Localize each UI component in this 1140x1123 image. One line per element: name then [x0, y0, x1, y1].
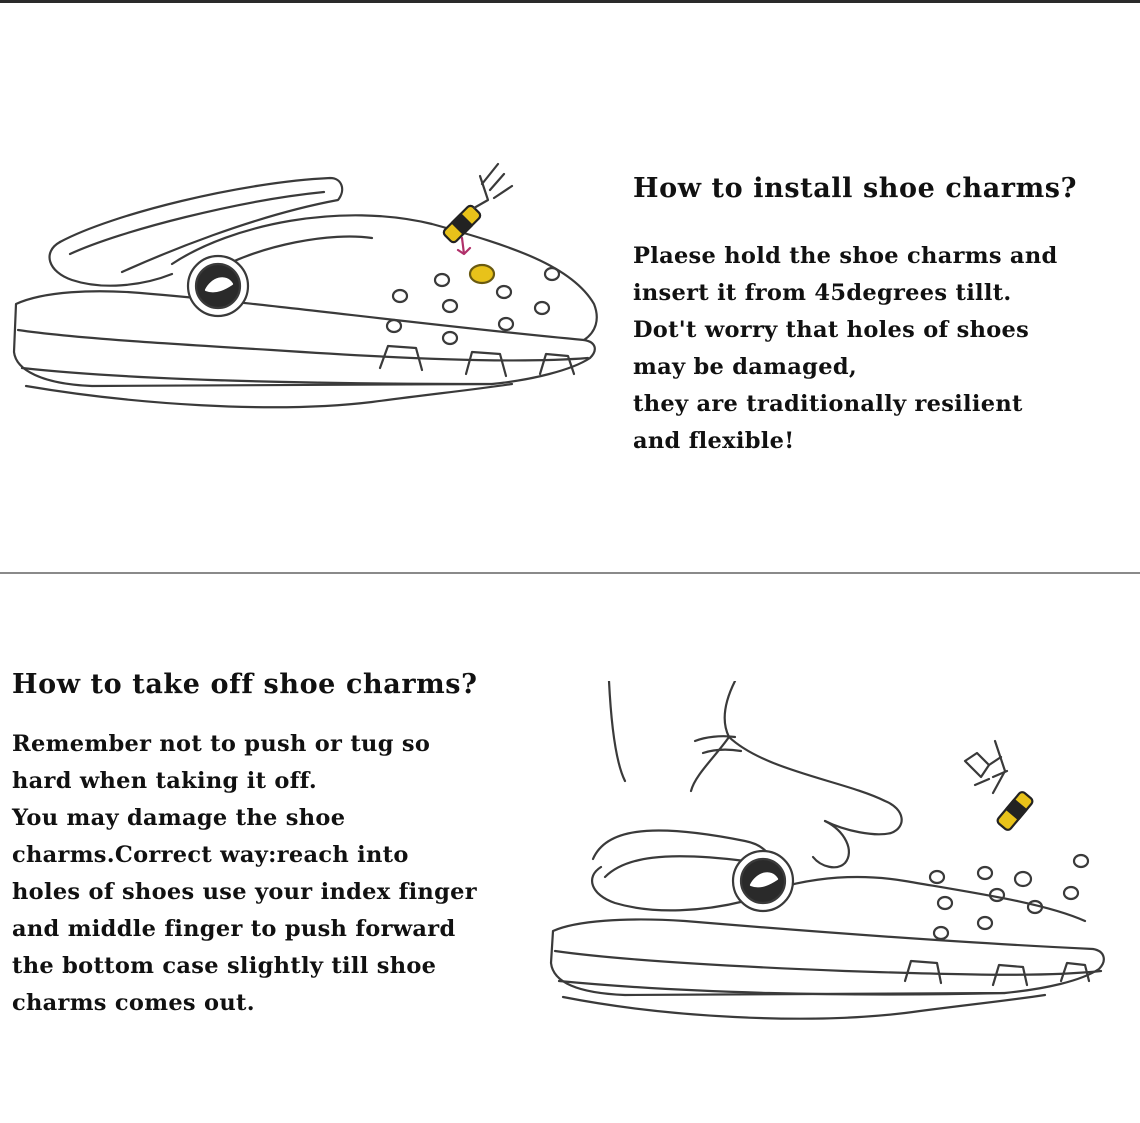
install-line: and flexible! — [633, 428, 795, 454]
section-divider — [0, 572, 1140, 574]
remove-instructions — [12, 668, 478, 1022]
remove-line: the bottom case slightly till shoe — [12, 953, 437, 979]
top-border-line — [0, 0, 1140, 3]
install-line: Dot't worry that holes of shoes — [633, 317, 1030, 343]
install-instructions — [633, 172, 1077, 460]
remove-line: and middle finger to push forward — [12, 916, 456, 942]
install-line: Plaese hold the shoe charms and — [633, 243, 1058, 269]
install-line: may be damaged, — [633, 354, 857, 380]
remove-section — [0, 576, 1140, 1121]
remove-body — [12, 726, 478, 1022]
remove-line: charms comes out. — [12, 990, 255, 1016]
clog-remove-illustration — [545, 681, 1115, 1101]
remove-line: hard when taking it off. — [12, 768, 317, 794]
install-heading: How to install shoe charms? — [633, 173, 1078, 204]
install-line: insert it from 45degrees tillt. — [633, 280, 1012, 306]
install-body — [633, 238, 1077, 460]
clog-install-illustration — [12, 154, 602, 424]
remove-line: charms.Correct way:reach into — [12, 842, 409, 868]
remove-line: Remember not to push or tug so — [12, 731, 431, 757]
remove-line: You may damage the shoe — [12, 805, 346, 831]
install-section — [0, 4, 1140, 570]
remove-line: holes of shoes use your index finger — [12, 879, 477, 905]
install-line: they are traditionally resilient — [633, 391, 1023, 417]
remove-heading: How to take off shoe charms? — [12, 669, 478, 700]
